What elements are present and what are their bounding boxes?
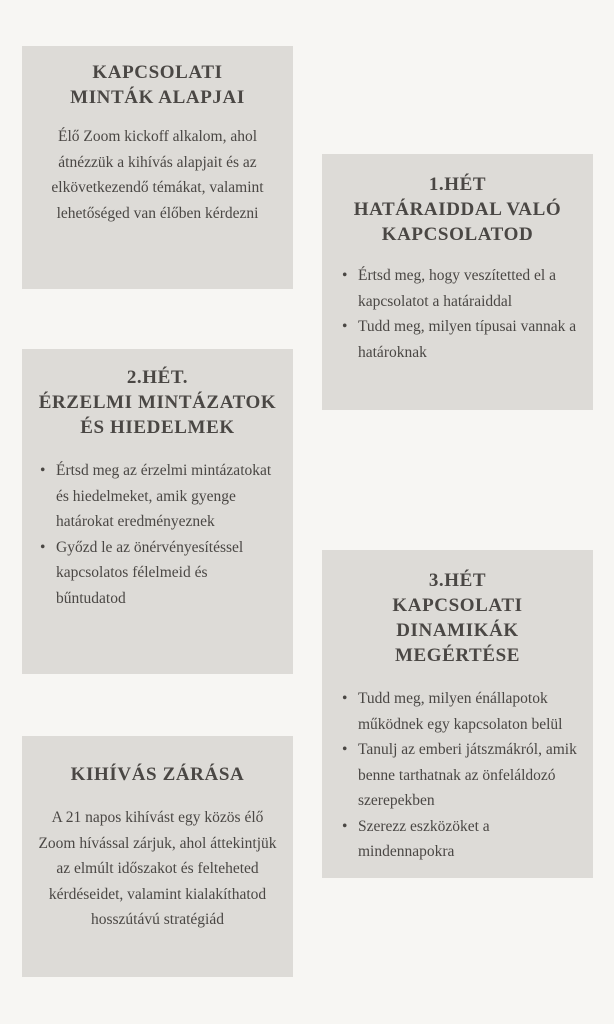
list-item-text: Győzd le az önérvényesítéssel kapcsolatos félelmeid és bűntudatod xyxy=(56,538,244,607)
card-title xyxy=(40,60,275,110)
card-kickoff xyxy=(22,46,293,289)
card-title xyxy=(36,365,279,440)
bullet-list xyxy=(36,458,279,611)
card-title xyxy=(38,762,277,787)
list-item-text: Tanulj az emberi játszmákról, amik benne tarthatnak az önfeláldozó szerepekben xyxy=(358,741,577,809)
list-item xyxy=(342,686,583,737)
title-line: KIHÍVÁS ZÁRÁSA xyxy=(70,764,245,785)
title-line: 1.HÉT xyxy=(428,174,487,195)
list-item xyxy=(40,535,279,612)
bullet-icon: • xyxy=(40,462,46,479)
title-line: MINTÁK ALAPJAI xyxy=(70,87,245,108)
bullet-icon: • xyxy=(342,817,348,835)
title-line: HATÁRAIDDAL VALÓ xyxy=(353,199,562,220)
card-title xyxy=(332,568,583,668)
bullet-icon: • xyxy=(342,318,348,335)
bullet-icon: • xyxy=(342,267,348,284)
list-item-text: Tudd meg, milyen típusai vannak a határoknak xyxy=(358,318,577,361)
title-line: 3.HÉT xyxy=(428,570,487,591)
bullet-icon: • xyxy=(40,538,46,556)
list-item xyxy=(342,737,583,814)
list-item-text: Szerezz eszközöket a mindennapokra xyxy=(358,817,490,860)
list-item-text: Tudd meg, milyen énállapotok működnek egy kapcsolaton belül xyxy=(358,690,563,733)
title-line: MEGÉRTÉSE xyxy=(394,645,521,666)
list-item xyxy=(342,263,579,314)
list-item xyxy=(40,458,279,535)
card-closing xyxy=(22,736,293,977)
bullet-icon: • xyxy=(342,690,348,707)
list-item xyxy=(342,814,583,865)
list-item xyxy=(342,314,579,365)
title-line: KAPCSOLATI xyxy=(92,62,223,83)
card-week2 xyxy=(22,349,293,674)
title-line: KAPCSOLATOD xyxy=(381,224,534,245)
bullet-list xyxy=(336,263,579,365)
list-item-text: Értsd meg az érzelmi mintázatokat és hiedelmeket, amik gyenge határokat eredményeznek xyxy=(56,462,272,530)
list-item-text: Értsd meg, hogy veszítetted el a kapcsolatot a határaiddal xyxy=(358,267,556,310)
card-title xyxy=(336,172,579,247)
title-line: KAPCSOLATI DINAMIKÁK xyxy=(392,595,523,641)
title-line: ÉRZELMI MINTÁZATOK xyxy=(38,392,277,413)
bullet-icon: • xyxy=(342,741,348,758)
title-line: ÉS HIEDELMEK xyxy=(80,417,235,438)
title-line: 2.HÉT. xyxy=(126,367,189,388)
card-description: A 21 napos kihívást egy közös élő Zoom hívással zárjuk, ahol áttekintjük az elmúlt időszakot és felteheted kérdéseidet, valamint kialakíthatod hosszútávú stratégiád xyxy=(38,809,277,928)
card-week1 xyxy=(322,154,593,410)
card-week3 xyxy=(322,550,593,878)
bullet-list xyxy=(332,686,583,865)
card-description: Élő Zoom kickoff alkalom, ahol átnézzük a kihívás alapjait és az elkövetkezendő témákat, valamint lehetőséged van élőben kérdezni xyxy=(51,128,264,222)
